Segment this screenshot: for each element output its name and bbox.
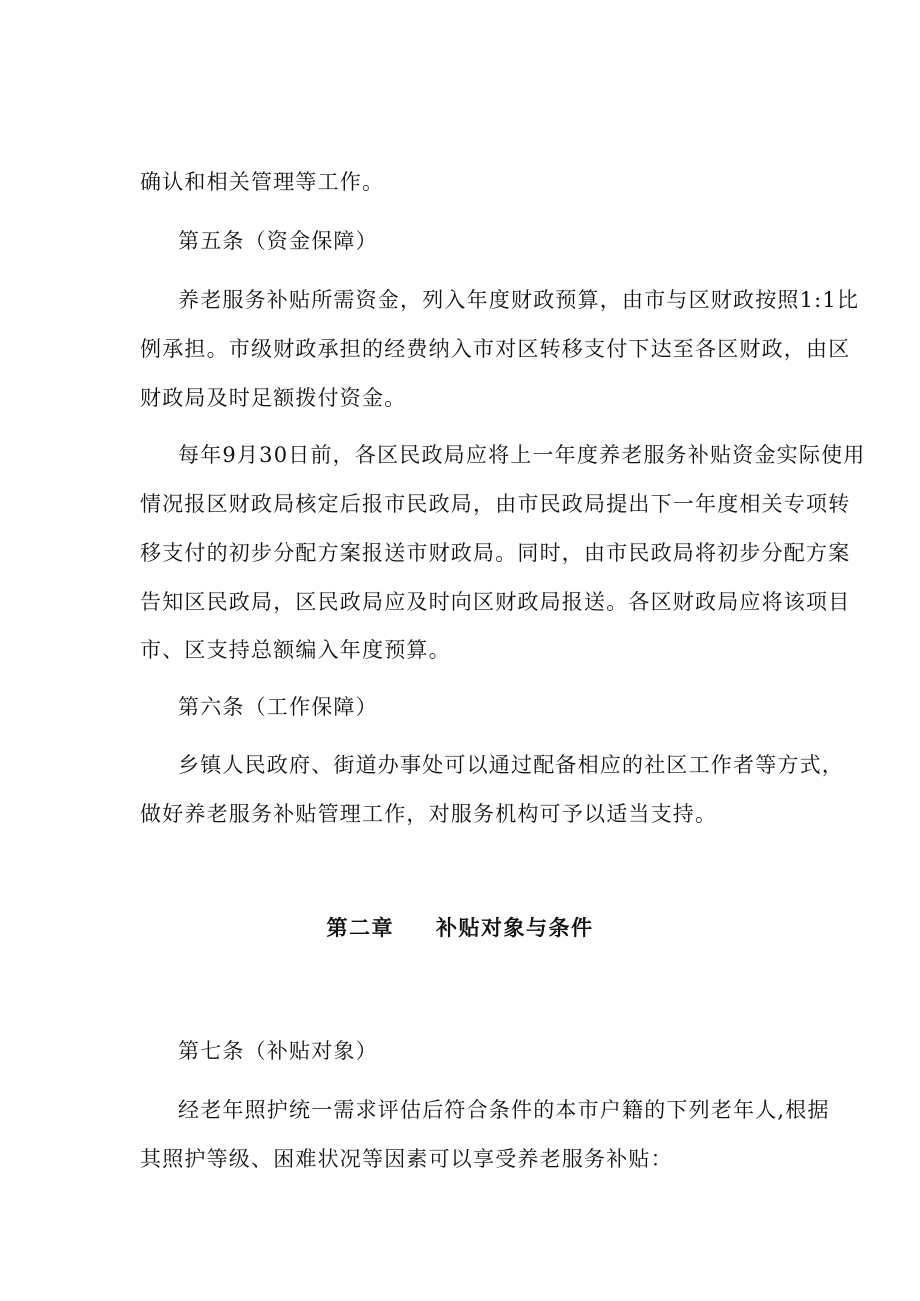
paragraph-line: 做好养老服务补贴管理工作，对服务机构可予以适当支持。 bbox=[140, 802, 718, 826]
paragraph-line: 乡镇人民政府、街道办事处可以通过配备相应的社区工作者等方式， bbox=[178, 753, 844, 777]
paragraph-line: 每年9月30日前，各区民政局应将上一年度养老服务补贴资金实际使用 bbox=[178, 443, 866, 467]
article-heading: 第六条（工作保障） bbox=[178, 695, 378, 719]
chapter-number: 第二章 bbox=[326, 915, 394, 940]
chapter-heading bbox=[0, 914, 920, 942]
paragraph-line: 例承担。市级财政承担的经费纳入市对区转移支付下达至各区财政，由区 bbox=[140, 337, 851, 361]
paragraph-line: 市、区支持总额编入年度预算。 bbox=[140, 638, 451, 662]
paragraph-line: 财政局及时足额拨付资金。 bbox=[140, 386, 407, 410]
paragraph-line: 其照护等级、困难状况等因素可以享受养老服务补贴： bbox=[140, 1147, 673, 1171]
paragraph-line: 确认和相关管理等工作。 bbox=[140, 170, 385, 194]
paragraph-line: 经老年照护统一需求评估后符合条件的本市户籍的下列老年人,根据 bbox=[178, 1098, 830, 1122]
chapter-title: 补贴对象与条件 bbox=[436, 915, 594, 940]
paragraph-line: 情况报区财政局核定后报市民政局，由市民政局提出下一年度相关专项转 bbox=[140, 492, 851, 516]
paragraph-line: 告知区民政局，区民政局应及时向区财政局报送。各区财政局应将该项目 bbox=[140, 590, 851, 614]
paragraph-line: 移支付的初步分配方案报送市财政局。同时，由市民政局将初步分配方案 bbox=[140, 541, 851, 565]
article-heading: 第五条（资金保障） bbox=[178, 229, 378, 253]
article-heading: 第七条（补贴对象） bbox=[178, 1039, 378, 1063]
paragraph-line: 养老服务补贴所需资金，列入年度财政预算，由市与区财政按照1:1比 bbox=[178, 288, 860, 312]
